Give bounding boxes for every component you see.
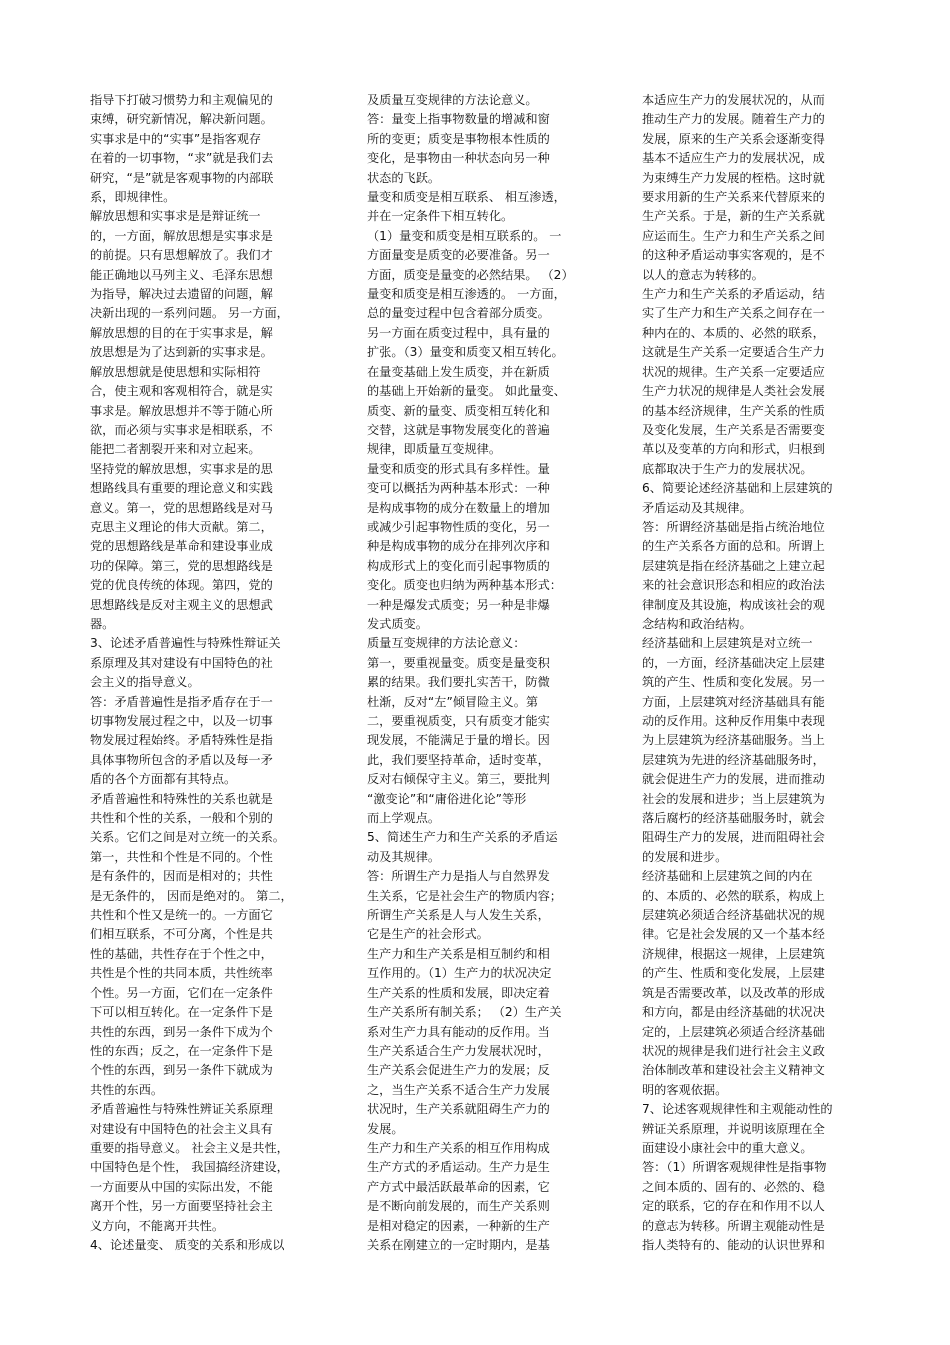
text-line: 共性是个性的共同本质，共性统率 [90, 966, 273, 981]
text-line: 个性。另一方面，它们在一定条件 [90, 985, 273, 1000]
text-line: 及变化发展，生产关系是否需要变 [642, 422, 825, 437]
text-line: 发式质变。 [367, 616, 428, 631]
text-line: 离开个性，另一方面要坚持社会主 [90, 1199, 273, 1214]
text-line: 对建设有中国特色的社会主义具有 [90, 1121, 273, 1136]
text-line: 方面，质变是量变的必然结果。 （2） [367, 267, 574, 282]
text-line: 的，一方面，解放思想是实事求是 [90, 228, 273, 243]
text-line: 答：（1）所谓客观规律性是指事物 [642, 1160, 827, 1175]
text-line: （1）量变和质变是相互联系的。 一 [367, 228, 562, 243]
text-line: 发展，原来的生产关系会逐渐变得 [642, 131, 825, 146]
text-line: 坚持党的解放思想，实事求是的思 [90, 461, 273, 476]
text-line: 生产关系的性质和发展，即决定着 [367, 985, 550, 1000]
text-line: 所谓生产关系是人与人发生关系， [367, 908, 550, 923]
text-line: 功的保障。第三，党的思想路线是 [90, 558, 273, 573]
text-line: 6、简要论述经济基础和上层建筑的 [642, 481, 833, 496]
text-line: 共性和个性又是统一的。一方面它 [90, 908, 273, 923]
text-line: 生产关系所有制关系； （2）生产关 [367, 1005, 562, 1020]
text-line: 合，使主观和客观相符合，就是实 [90, 384, 273, 399]
text-line: 总的量变过程中包含着部分质变。 [367, 306, 550, 321]
text-line: 在着的一切事物，“求”就是我们去 [90, 151, 274, 166]
text-column-right [642, 91, 864, 1255]
text-line: 定的联系，它的存在和作用不以人 [642, 1199, 825, 1214]
text-line: 这就是生产关系一定要适合生产力 [642, 345, 825, 360]
text-line: 量变和质变是相互渗透的。 一方面， [367, 287, 566, 302]
text-line: 质量互变规律的方法论意义： [367, 636, 526, 651]
text-line: 之间本质的、固有的、必然的、稳 [642, 1179, 825, 1194]
text-line: 答：所谓经济基础是指占统治地位 [642, 519, 825, 534]
text-line: 共性的东西。 [90, 1082, 164, 1097]
text-line: 会主义的指导意义。 [90, 675, 200, 690]
text-line: 克思主义理论的伟大贡献。第二， [90, 519, 273, 534]
text-line: 切事物发展过程之中，以及一切事 [90, 714, 273, 728]
text-line: 的基本经济规律，生产关系的性质 [642, 403, 825, 418]
text-line: 生产力和生产关系的相互作用构成 [367, 1140, 550, 1155]
text-line: 生产方式的矛盾运动。生产力是生 [367, 1160, 550, 1175]
text-line: 定的，上层建筑必须适合经济基础 [642, 1024, 825, 1039]
text-line: 产方式中最活跃最革命的因素，它 [367, 1179, 550, 1194]
text-line: 生产关系。于是，新的生产关系就 [642, 209, 825, 224]
text-line: 解放思想就是使思想和实际相符 [90, 364, 261, 379]
text-line: 生产力状况的规律是人类社会发展 [642, 384, 825, 399]
text-line: 现发展，不能满足于量的增长。因 [367, 733, 550, 748]
text-line: 扩张。（3）量变和质变又相互转化。 [367, 345, 564, 360]
text-line: 所的变更；质变是事物根本性质的 [367, 131, 550, 146]
text-line: 实了生产力和生产关系之间存在一 [642, 306, 825, 321]
text-line: 是不断向前发展的，而生产关系则 [367, 1199, 550, 1214]
text-line: 7、论述客观规律性和主观能动性的 [642, 1102, 833, 1117]
text-line: 质变、新的量变、质变相互转化和 [367, 403, 550, 418]
text-line: 下可以相互转化。在一定条件下是 [90, 1005, 273, 1020]
text-line: 生产力和生产关系的矛盾运动，结 [642, 287, 825, 302]
text-line: 们相互联系，不可分离，个性是共 [90, 927, 273, 942]
text-line: 变化，是事物由一种状态向另一种 [367, 151, 550, 166]
text-line: 的基础上开始新的量变。 如此量变、 [367, 384, 566, 399]
text-line: 束缚，研究新情况，解决新问题。 [90, 112, 273, 127]
text-line: 并在一定条件下相互转化。 [367, 209, 514, 224]
text-line: 研究，“是”就是客观事物的内部联 [90, 170, 274, 185]
text-line: 状况的规律是我们进行社会主义政 [642, 1043, 825, 1058]
text-line: 和方向，都是由经济基础的状况决 [642, 1005, 825, 1020]
text-line: 反对右倾保守主义。第三，要批判 [367, 772, 550, 787]
text-line: 5、简述生产力和生产关系的矛盾运 [367, 830, 558, 845]
text-line: 共性和个性的关系，一般和个别的 [90, 811, 273, 826]
text-line: 层建筑是指在经济基础之上建立起 [642, 558, 825, 573]
text-line: 具体事物所包含的矛盾以及每一矛 [90, 752, 273, 767]
text-line: 共性的东西，到另一条件下成为个 [90, 1024, 273, 1039]
text-line: 经济基础和上层建筑之间的内在 [642, 869, 813, 884]
text-line: 第一，要重视量变。质变是量变积 [367, 655, 550, 670]
text-column-left [90, 91, 310, 1255]
text-line: 的发展和进步。 [642, 849, 728, 864]
text-line: 落后腐朽的经济基础服务时，就会 [642, 811, 825, 826]
text-line: 辨证关系原理，并说明该原理在全 [642, 1121, 825, 1136]
text-line: 筑的产生、性质和变化发展。另一 [642, 675, 825, 690]
text-line: 革以及变革的方向和形式，归根到 [642, 442, 825, 457]
text-line: 杜渐，反对“左”倾冒险主义。第 [367, 694, 539, 709]
text-line: 律。它是社会发展的又一个基本经 [642, 927, 825, 942]
text-line: 性的东西；反之，在一定条件下是 [90, 1043, 273, 1058]
text-line: 中国特色是个性， 我国搞经济建设， [90, 1160, 289, 1175]
text-line: 底都取决于生产力的发展状况。 [642, 461, 813, 476]
text-line: 的生产关系各方面的总和。所谓上 [642, 539, 825, 554]
text-line: 一种是爆发式质变；另一种是非爆 [367, 597, 550, 612]
text-line: 基本不适应生产力的发展状况，成 [642, 151, 825, 166]
text-line: 累的结果。我们要扎实苦干，防微 [367, 675, 550, 690]
text-line: 事求是。解放思想并不等于随心所 [90, 403, 273, 418]
text-line: 要求用新的生产关系来代替原来的 [642, 190, 825, 205]
text-line: 答：矛盾普遍性是指矛盾存在于一 [90, 694, 273, 709]
text-line: 指人类特有的、能动的认识世界和 [642, 1237, 825, 1252]
text-line: 来的社会意识形态和相应的政治法 [642, 578, 825, 593]
text-line: 而上学观点。 [367, 811, 441, 826]
text-line: 或减少引起事物性质的变化，另一 [367, 519, 550, 534]
text-line: 本适应生产力的发展状况的，从而 [642, 93, 825, 107]
text-line: 在量变基础上发生质变，并在新质 [367, 364, 550, 379]
text-line: 状态的飞跃。 [367, 170, 441, 185]
text-line: 是有条件的，因而是相对的；共性 [90, 869, 273, 884]
text-line: 方面，上层建筑对经济基础具有能 [642, 694, 825, 709]
text-line: 党的优良传统的体现。第四，党的 [90, 578, 273, 593]
text-line: 能正确地以马列主义、毛泽东思想 [90, 267, 273, 282]
text-line: 及质量互变规律的方法论意义。 [367, 93, 538, 107]
text-line: 规律，即质量互变规律。 [367, 442, 502, 457]
text-line: 阻碍生产力的发展，进而阻碍社会 [642, 830, 825, 845]
text-line: 就会促进生产力的发展，进而推动 [642, 772, 825, 787]
text-line: 之，当生产关系不适合生产力发展 [367, 1082, 550, 1097]
text-line: 决新出现的一系列问题。 另一方面， [90, 306, 289, 321]
text-line: 指导下打破习惯势力和主观偏见的 [90, 93, 273, 107]
text-line: 明的客观依据。 [642, 1082, 728, 1097]
text-line: 动及其规律。 [367, 849, 441, 864]
text-line: 量变和质变的形式具有多样性。量 [367, 461, 550, 476]
text-line: 社会的发展和进步；当上层建筑为 [642, 791, 825, 806]
text-line: 义方向，不能离开共性。 [90, 1218, 225, 1233]
text-line: 它是生产的社会形式。 [367, 927, 489, 942]
text-line: 种是构成事物的成分在排列次序和 [367, 539, 550, 554]
text-line: 推动生产力的发展。随着生产力的 [642, 112, 825, 127]
text-line: 个性的东西，到另一条件下就成为 [90, 1063, 273, 1078]
text-line: 方面量变是质变的必要准备。另一 [367, 248, 550, 263]
text-line: 发展。 [367, 1121, 404, 1136]
text-line: 生关系，它是社会生产的物质内容； [367, 888, 562, 903]
text-line: 生产关系会促进生产力的发展；反 [367, 1063, 550, 1078]
text-line: 变可以概括为两种基本形式：一种 [367, 481, 550, 496]
text-line: 济规律，根据这一规律，上层建筑 [642, 946, 825, 961]
text-line: 盾的各个方面都有其特点。 [90, 772, 237, 787]
text-line: 治体制改革和建设社会主义精神文 [642, 1063, 825, 1078]
text-column-middle [367, 91, 589, 1255]
text-line: “激变论”和“庸俗进化论”等形 [367, 791, 527, 806]
text-line: 3、论述矛盾普遍性与特殊性辩证关 [90, 636, 281, 651]
text-line: 关系。它们之间是对立统一的关系。 [90, 830, 285, 845]
text-line: 互作用的。（1）生产力的状况决定 [367, 966, 552, 981]
text-line: 思想路线是反对主观主义的思想武 [90, 597, 273, 612]
text-line: 意义。第一，党的思想路线是对马 [90, 500, 273, 515]
text-line: 第一，共性和个性是不同的。个性 [90, 849, 273, 864]
text-line: 层建筑必须适合经济基础状况的规 [642, 908, 825, 923]
text-line: 动的反作用。这种反作用集中表现 [642, 714, 825, 728]
text-line: 二，要重视质变，只有质变才能实 [367, 714, 550, 728]
text-line: 答：量变上指事物数量的增减和窗 [367, 112, 550, 127]
text-line: 念结构和政治结构。 [642, 616, 752, 631]
text-line: 一方面要从中国的实际出发，不能 [90, 1179, 273, 1194]
text-line: 欲，而必须与实事求是相联系，不 [90, 422, 273, 437]
text-line: 实事求是中的“实事”是指客观存 [90, 131, 262, 146]
text-line: 系原理及其对建设有中国特色的社 [90, 655, 273, 670]
text-line: 放思想是为了达到新的实事求是。 [90, 345, 273, 360]
text-line: 以人的意志为转移的。 [642, 267, 764, 282]
text-line: 变化。质变也归纳为两种基本形式： [367, 578, 562, 593]
text-line: 筑是否需要改革，以及改革的形成 [642, 985, 825, 1000]
text-line: 的，一方面，经济基础决定上层建 [642, 655, 825, 670]
text-line: 构成形式上的变化而引起事物质的 [367, 558, 550, 573]
text-line: 解放思想和实事求是是辩证统一 [90, 209, 261, 224]
text-line: 的这种矛盾运动事实客观的，是不 [642, 248, 825, 263]
text-line: 答：所谓生产力是指人与自然界发 [367, 869, 550, 884]
text-line: 层建筑为先进的经济基础服务时， [642, 752, 825, 767]
text-line: 是相对稳定的因素，一种新的生产 [367, 1218, 550, 1233]
text-line: 的、本质的、必然的联系，构成上 [642, 888, 825, 903]
text-line: 的前提。只有思想解放了。我们才 [90, 248, 273, 263]
text-line: 系，即规律性。 [90, 190, 176, 205]
text-line: 应运而生。生产力和生产关系之间 [642, 228, 825, 243]
text-line: 能把二者割裂开来和对立起来。 [90, 442, 261, 457]
text-line: 想路线具有重要的理论意义和实践 [90, 481, 273, 496]
text-line: 矛盾普遍性与特殊性辨证关系原理 [90, 1102, 273, 1117]
text-line: 党的思想路线是革命和建设事业成 [90, 539, 273, 554]
text-line: 4、论述量变、 质变的关系和形成以 [90, 1237, 285, 1252]
text-line: 另一方面在质变过程中，具有量的 [367, 325, 550, 340]
text-line: 矛盾运动及其规律。 [642, 500, 752, 515]
text-line: 是无条件的， 因而是绝对的。 第二， [90, 888, 293, 903]
text-line: 生产力和生产关系是相互制约和相 [367, 946, 550, 961]
text-line: 物发展过程始终。矛盾特殊性是指 [90, 733, 273, 748]
text-line: 状况时，生产关系就阻碍生产力的 [367, 1102, 550, 1117]
text-line: 交替，这就是事物发展变化的普遍 [367, 422, 550, 437]
text-line: 重要的指导意义。 社会主义是共性， [90, 1140, 289, 1155]
text-line: 为束缚生产力发展的桎梏。这时就 [642, 170, 825, 185]
text-line: 律制度及其设施，构成该社会的观 [642, 597, 825, 612]
text-line: 此，我们要坚持革命，适时变革， [367, 752, 550, 767]
text-line: 面建设小康社会中的重大意义。 [642, 1140, 813, 1155]
text-line: 性的基础，共性存在于个性之中， [90, 946, 273, 961]
text-line: 种内在的、本质的、必然的联系， [642, 325, 825, 340]
text-line: 的产生、性质和变化发展，上层建 [642, 966, 825, 981]
text-line: 关系在刚建立的一定时期内，是基 [367, 1237, 550, 1252]
text-line: 是构成事物的成分在数量上的增加 [367, 500, 550, 515]
text-line: 经济基础和上层建筑是对立统一 [642, 636, 813, 651]
text-line: 矛盾普遍性和特殊性的关系也就是 [90, 791, 273, 806]
text-line: 为指导，解决过去遗留的问题，解 [90, 287, 273, 302]
text-line: 系对生产力具有能动的反作用。当 [367, 1024, 550, 1039]
text-line: 为上层建筑为经济基础服务。当上 [642, 733, 825, 748]
text-line: 生产关系适合生产力发展状况时， [367, 1043, 550, 1058]
text-line: 状况的规律。生产关系一定要适应 [642, 364, 825, 379]
text-line: 的意志为转移。所谓主观能动性是 [642, 1218, 825, 1233]
text-line: 器。 [90, 616, 115, 631]
text-line: 量变和质变是相互联系、 相互渗透， [367, 190, 566, 205]
text-line: 解放思想的目的在于实事求是，解 [90, 325, 273, 340]
